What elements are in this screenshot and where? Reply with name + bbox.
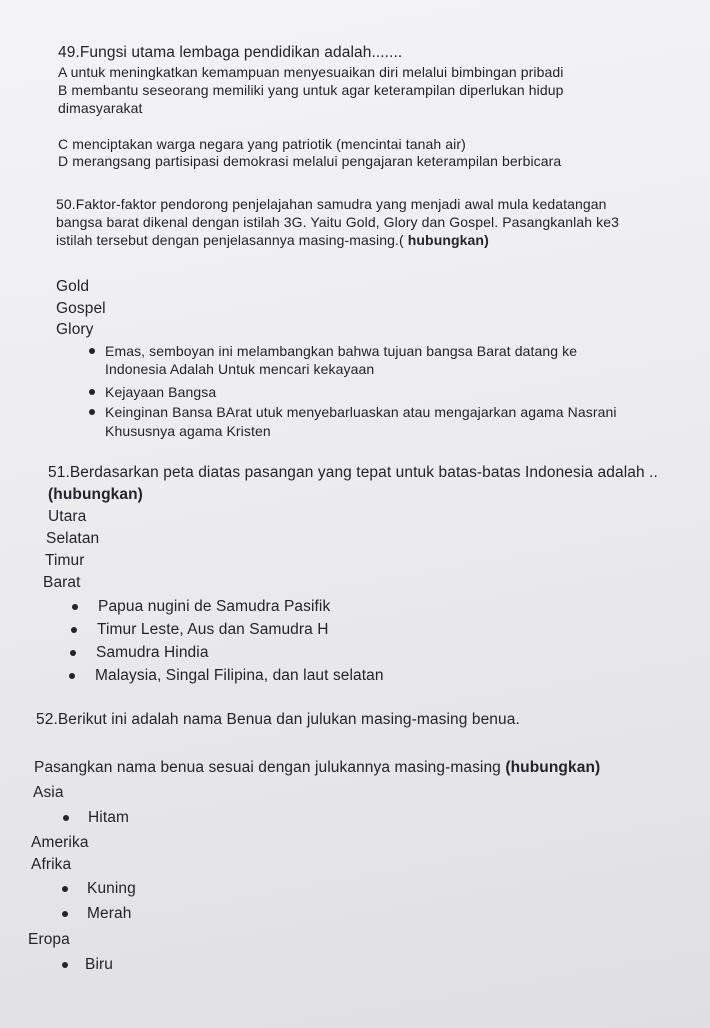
q52-item-merah: Merah <box>87 905 132 922</box>
q50-term-glory: Glory <box>56 321 94 338</box>
bullet-icon <box>62 962 68 968</box>
q52-prompt: Pasangkan nama benua sesuai dengan julukannya masing-masing (hubungkan) <box>34 759 601 776</box>
q49-option-c: C menciptakan warga negara yang patriotik (mencintai tanah air) <box>58 136 466 152</box>
q52-item-hitam: Hitam <box>88 809 129 826</box>
q50-answer-1-cont: Indonesia Adalah Untuk mencari kekayaan <box>105 361 375 377</box>
q51-answer-3: Samudra Hindia <box>96 644 209 661</box>
q51-answer-2: Timur Leste, Aus dan Samudra H <box>97 621 329 638</box>
bullet-icon <box>71 627 77 633</box>
bullet-icon <box>70 650 76 656</box>
q52-item-eropa: Eropa <box>28 931 70 948</box>
q52-item-biru: Biru <box>85 956 113 973</box>
q50-answer-3: Keinginan Bansa BArat utuk menyebarluaskan atau mengajarkan agama Nasrani <box>105 404 617 420</box>
q51-question: 51.Berdasarkan peta diatas pasangan yang tepat untuk batas-batas Indonesia adalah .. <box>48 464 658 481</box>
q49-question: 49.Fungsi utama lembaga pendidikan adalah....... <box>58 44 403 61</box>
q51-term-timur: Timur <box>45 552 85 569</box>
q51-term-utara: Utara <box>48 508 87 525</box>
q50-instruction: hubungkan) <box>407 232 489 248</box>
q51-answer-1: Papua nugini de Samudra Pasifik <box>98 598 331 615</box>
bullet-icon <box>69 673 75 679</box>
q50-question-line2: bangsa barat dikenal dengan istilah 3G. Yaitu Gold, Glory dan Gospel. Pasangkanlah ke3 <box>56 214 620 230</box>
q50-question-line1: 50.Faktor-faktor pendorong penjelajahan samudra yang menjadi awal mula kedatangan <box>56 196 607 212</box>
q50-answer-1: Emas, semboyan ini melambangkan bahwa tujuan bangsa Barat datang ke <box>105 343 578 359</box>
q49-option-a: A untuk meningkatkan kemampuan menyesuaikan diri melalui bimbingan pribadi <box>58 64 564 80</box>
bullet-icon <box>89 348 95 354</box>
q52-item-kuning: Kuning <box>87 880 136 897</box>
q51-instruction: (hubungkan) <box>48 486 143 503</box>
q49-option-d: D merangsang partisipasi demokrasi melalui pengajaran keterampilan berbicara <box>58 153 562 169</box>
q50-term-gospel: Gospel <box>56 300 106 317</box>
bullet-icon <box>62 911 68 917</box>
q51-term-selatan: Selatan <box>46 530 100 547</box>
bullet-icon <box>72 604 78 610</box>
q50-answer-2: Kejayaan Bangsa <box>105 384 217 400</box>
q52-question: 52.Berikut ini adalah nama Benua dan julukan masing-masing benua. <box>36 711 520 728</box>
q52-item-afrika: Afrika <box>31 856 72 873</box>
q49-option-b: B membantu seseorang memiliki yang untuk agar keterampilan diperlukan hidup <box>58 82 564 98</box>
bullet-icon <box>89 409 95 415</box>
q51-answer-4: Malaysia, Singal Filipina, dan laut selatan <box>95 667 384 684</box>
bullet-icon <box>62 886 68 892</box>
q52-item-amerika: Amerika <box>31 834 89 851</box>
q50-question-line3: istilah tersebut dengan penjelasannya masing-masing.( hubungkan) <box>56 232 489 248</box>
q52-item-asia: Asia <box>33 784 64 801</box>
q50-term-gold: Gold <box>56 278 90 295</box>
bullet-icon <box>89 389 95 395</box>
q50-answer-3-cont: Khususnya agama Kristen <box>105 423 271 439</box>
bullet-icon <box>63 815 69 821</box>
q49-option-b-cont: dimasyarakat <box>58 100 143 116</box>
q51-term-barat: Barat <box>43 574 81 591</box>
q52-instruction: (hubungkan) <box>505 759 601 776</box>
